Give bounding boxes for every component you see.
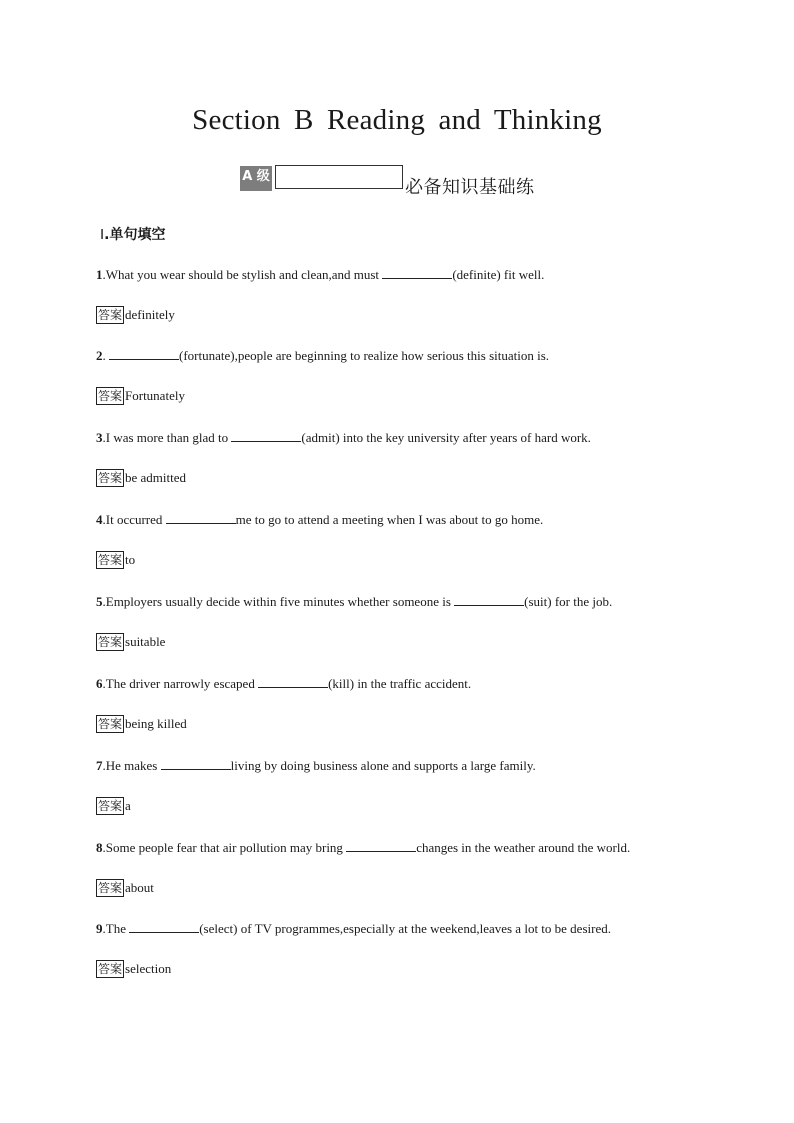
question-text bbox=[96, 593, 756, 610]
question-number: 3 bbox=[96, 430, 103, 445]
level-badge: A 级 bbox=[240, 166, 272, 191]
answer-row bbox=[96, 306, 756, 324]
question-text bbox=[96, 266, 756, 283]
page-title: Section B Reading and Thinking bbox=[192, 104, 602, 136]
answer-row bbox=[96, 715, 756, 733]
question-after-blank: (definite) fit well. bbox=[452, 267, 545, 282]
question-after-blank: (select) of TV programmes,especially at the weekend,leaves a lot to be desired. bbox=[199, 921, 611, 936]
answer-row bbox=[96, 879, 756, 897]
question-before-blank: .Employers usually decide within five minutes whether someone is bbox=[102, 594, 455, 609]
question-number: 8 bbox=[96, 840, 103, 855]
fill-in-blank bbox=[258, 675, 328, 688]
section-heading bbox=[100, 224, 165, 244]
answer-label: 答案 bbox=[98, 389, 123, 403]
question-text bbox=[96, 511, 756, 528]
question-before-blank: .He makes bbox=[102, 758, 161, 773]
answer-label: 答案 bbox=[98, 962, 123, 976]
question-item bbox=[96, 757, 756, 815]
answer-text: definitely bbox=[125, 307, 175, 322]
question-number: 6 bbox=[96, 676, 103, 691]
fill-in-blank bbox=[109, 347, 179, 360]
question-number: 2 bbox=[96, 348, 103, 363]
answer-label: 答案 bbox=[98, 881, 123, 895]
question-text bbox=[96, 675, 756, 692]
question-after-blank: (fortunate),people are beginning to realize how serious this situation is. bbox=[179, 348, 550, 363]
question-item bbox=[96, 429, 756, 487]
answer-row bbox=[96, 633, 756, 651]
fill-in-blank bbox=[166, 511, 236, 524]
answer-text: being killed bbox=[125, 716, 187, 731]
question-number: 4 bbox=[96, 512, 103, 527]
level-title: 必备知识基础练 bbox=[405, 177, 535, 198]
answer-label: 答案 bbox=[98, 717, 123, 731]
answer-row bbox=[96, 797, 756, 815]
question-number: 1 bbox=[96, 267, 103, 282]
answer-text: be admitted bbox=[125, 470, 187, 485]
answer-row bbox=[96, 387, 756, 405]
answer-text: to bbox=[125, 552, 136, 567]
question-text bbox=[96, 920, 756, 937]
question-item bbox=[96, 266, 756, 324]
fill-in-blank bbox=[454, 593, 524, 606]
fill-in-blank bbox=[161, 757, 231, 770]
answer-row bbox=[96, 469, 756, 487]
question-after-blank: (suit) for the job. bbox=[524, 594, 613, 609]
answer-label: 答案 bbox=[98, 471, 123, 485]
question-item bbox=[96, 347, 756, 405]
question-before-blank: .The bbox=[102, 921, 130, 936]
question-before-blank: .It occurred bbox=[102, 512, 166, 527]
level-header bbox=[240, 165, 535, 198]
question-before-blank: .What you wear should be stylish and clean,and must bbox=[102, 267, 383, 282]
answer-text: about bbox=[125, 880, 154, 895]
section-roman-numeral: Ⅰ bbox=[100, 228, 105, 243]
level-blank-box bbox=[275, 165, 403, 189]
answer-label: 答案 bbox=[98, 635, 123, 649]
question-item bbox=[96, 675, 756, 733]
fill-in-blank bbox=[129, 920, 199, 933]
answer-label: 答案 bbox=[98, 553, 123, 567]
question-text bbox=[96, 757, 756, 774]
question-after-blank: (admit) into the key university after years of hard work. bbox=[301, 430, 591, 445]
answer-row bbox=[96, 551, 756, 569]
answer-text: a bbox=[125, 798, 131, 813]
question-item bbox=[96, 511, 756, 569]
fill-in-blank bbox=[382, 266, 452, 279]
question-item bbox=[96, 839, 756, 897]
answer-text: suitable bbox=[125, 634, 166, 649]
question-after-blank: me to go to attend a meeting when I was about to go home. bbox=[235, 512, 544, 527]
question-before-blank: .Some people fear that air pollution may bring bbox=[102, 840, 347, 855]
answer-text: Fortunately bbox=[125, 388, 185, 403]
answer-label: 答案 bbox=[98, 799, 123, 813]
fill-in-blank bbox=[346, 839, 416, 852]
question-before-blank: . bbox=[102, 348, 109, 363]
section-heading-text: .单句填空 bbox=[104, 227, 166, 243]
question-text bbox=[96, 347, 756, 364]
question-after-blank: living by doing business alone and supports a large family. bbox=[230, 758, 536, 773]
question-number: 9 bbox=[96, 921, 103, 936]
fill-in-blank bbox=[231, 429, 301, 442]
question-text bbox=[96, 839, 756, 856]
question-item bbox=[96, 920, 756, 978]
question-before-blank: .I was more than glad to bbox=[102, 430, 232, 445]
question-after-blank: changes in the weather around the world. bbox=[416, 840, 631, 855]
question-number: 5 bbox=[96, 594, 103, 609]
question-text bbox=[96, 429, 756, 446]
question-item bbox=[96, 593, 756, 651]
answer-row bbox=[96, 960, 756, 978]
question-after-blank: (kill) in the traffic accident. bbox=[328, 676, 472, 691]
answer-text: selection bbox=[125, 961, 172, 976]
question-number: 7 bbox=[96, 758, 103, 773]
question-before-blank: .The driver narrowly escaped bbox=[102, 676, 259, 691]
answer-label: 答案 bbox=[98, 308, 123, 322]
